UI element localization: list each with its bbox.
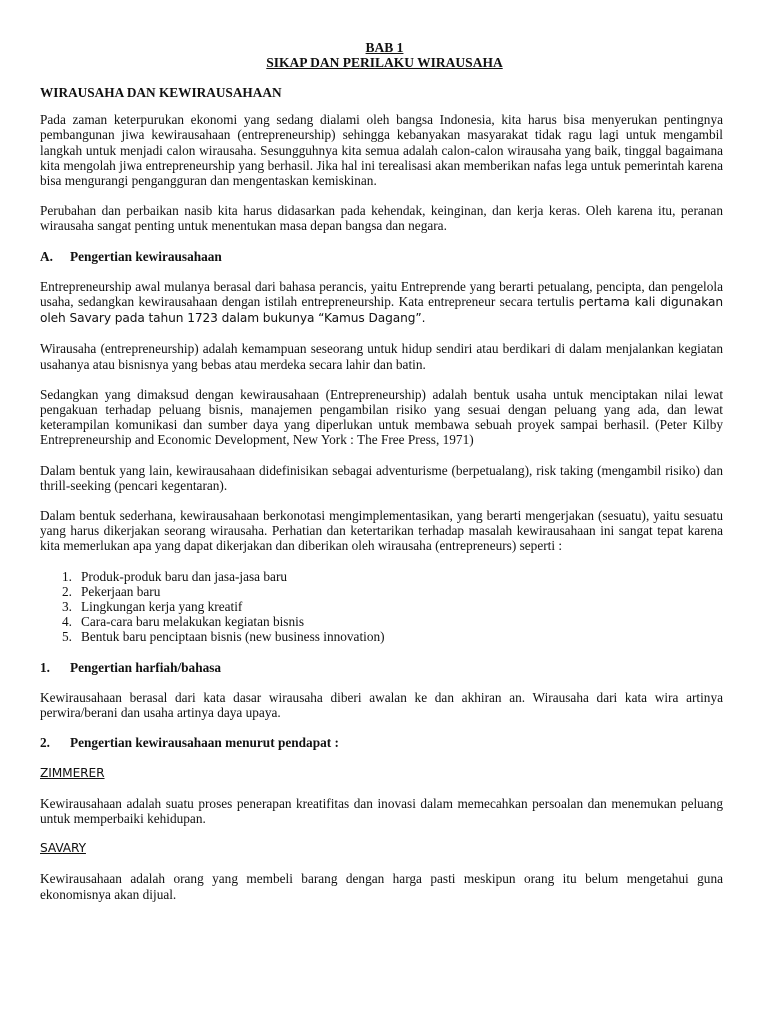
list-item: 2. Pekerjaan baru [62, 583, 161, 599]
author-name-savary: SAVARY [40, 841, 86, 856]
section-heading-1 [40, 660, 723, 675]
chapter-number: BAB 1 [365, 40, 404, 55]
section-1-title: Pengertian harfiah/bahasa [70, 659, 222, 675]
section-2-title: Pengertian kewirausahaan menurut pendapat : [70, 735, 339, 751]
section-2-number: 2. [40, 735, 50, 751]
list-item: 3. Lingkungan kerja yang kreatif [62, 599, 243, 615]
paragraph-a-2: Wirausaha (entrepreneurship) adalah kemampuan seseorang untuk hidup sendiri atau berdikari di dalam menjalankan kegiatan usahanya atau bisnisnya yang bebas atau merdeka secara lahir dan batin. [40, 341, 724, 372]
definition-savary: Kewirausahaan adalah orang yang membeli barang dengan harga pasti meskipun orang itu belum mengetahui guna ekonomisnya akan dijual. [40, 871, 724, 902]
numbered-list [40, 569, 723, 645]
chapter-title: SIKAP DAN PERILAKU WIRAUSAHA [266, 55, 503, 70]
section-a-title: Pengertian kewirausahaan [70, 248, 222, 264]
paragraph-a-3: Sedangkan yang dimaksud dengan kewirausahaan (Entrepreneurship) adalah bentuk usaha untuk menciptakan nilai lewat pengakuan terhadap peluang bisnis, manajemen pengambilan risiko yang sesuai dengan peluang yang ada, dan lewat keterampilan komunikasi dan sumber daya yang diperlukan untuk membawa sebuah proyek sampai berhasil. (Peter Kilby Entrepreneurship and Economic Development, New York : The Free Press, 1971) [40, 386, 724, 448]
list-item: 5. Bentuk baru penciptaan bisnis (new business innovation) [62, 629, 385, 645]
section-heading-a [40, 249, 723, 264]
chapter-title-block [46, 40, 723, 70]
paragraph-a-5: Dalam bentuk sederhana, kewirausahaan berkonotasi mengimplementasikan, yang berarti mengerjakan (sesuatu), yaitu sesuatu yang harus dikerjakan seorang wirausaha. Perhatian dan ketertarikan terhadap masalah kewirausahaan ini sangat tepat karena kita memerlukan apa yang dapat dikerjakan dan diberikan oleh wirausaha (entrepreneurs) seperti : [40, 508, 724, 554]
paragraph-intro-2: Perubahan dan perbaikan nasib kita harus didasarkan pada kehendak, keinginan, dan kerja keras. Oleh karena itu, peranan wirausaha sangat penting untuk menentukan masa depan bangsa dan negara. [40, 203, 723, 234]
author-name-zimmerer: ZIMMERER [40, 765, 105, 780]
section-heading-2 [40, 735, 723, 750]
section-heading-intro: WIRAUSAHA DAN KEWIRAUSAHAAN [40, 85, 282, 100]
section-a-number: A. [40, 248, 53, 264]
section-1-number: 1. [40, 659, 50, 675]
paragraph-a-4: Dalam bentuk yang lain, kewirausahaan didefinisikan sebagai adventurisme (berpetualang), risk taking (mengambil risiko) dan thrill-seeking (pencari kegentaran). [40, 462, 723, 493]
list-item: 1. Produk-produk baru dan jasa-jasa baru [62, 568, 288, 584]
definition-zimmerer: Kewirausahaan adalah suatu proses penerapan kreatifitas dan inovasi dalam memecahkan persoalan dan menemukan peluang untuk memperbaiki kehidupan. [40, 795, 724, 826]
list-item: 4. Cara-cara baru melakukan kegiatan bisnis [62, 614, 304, 630]
paragraph-a-1: Entrepreneurship awal mulanya berasal dari bahasa perancis, yaitu Entreprende yang berarti petualang, pencipta, dan pengelola usaha, sedangkan kewirausahaan dengan istilah entrepreneurship. Kata entrepreneur secara tertulis pertama kali digunakan oleh Savary pada tahun 1723 dalam bukunya “Kamus Dagang”. [40, 278, 723, 326]
paragraph-1-1: Kewirausahaan berasal dari kata dasar wirausaha diberi awalan ke dan akhiran an. Wirausaha dari kata wira artinya perwira/berani dan usaha artinya daya upaya. [40, 689, 723, 721]
document-page [40, 40, 723, 902]
paragraph-intro-1: Pada zaman keterpurukan ekonomi yang sedang dialami oleh bangsa Indonesia, kita harus bisa menyerukan pentingnya pembangunan jiwa kewirausahaan (entrepreneurship) sehingga kebanyakan masyarakat tidak ragu lagi untuk mengambil langkah untuk menjadi calon wirausaha. Sesungguhnya kita semua adalah calon-calon wirausaha yang baik, tinggal bagaimana kita mengolah jiwa entrepreneurship yang berhasil. Jika hal ini terealisasi akan memberikan nafas lega untuk pemerintah karena bisa mengurangi pengangguran dan mengentaskan kemiskinan. [40, 112, 723, 189]
